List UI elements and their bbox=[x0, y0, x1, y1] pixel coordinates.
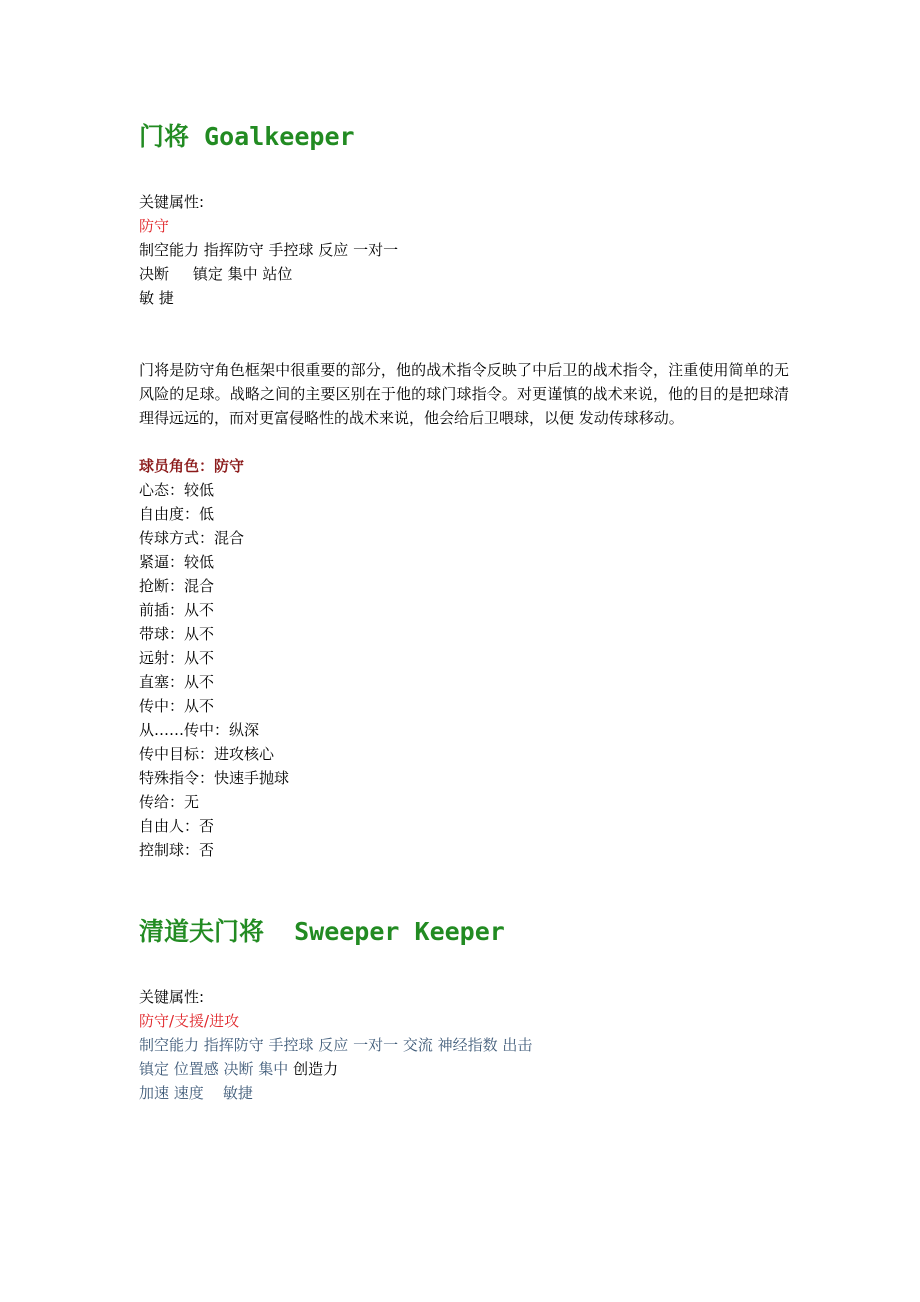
gk-setting: 带球：从不 bbox=[139, 625, 215, 643]
gk-setting: 自由度：低 bbox=[139, 505, 215, 523]
goalkeeper-title: 门将 Goalkeeper bbox=[139, 122, 355, 151]
sk-position: 防守/支援/进攻 bbox=[139, 1012, 240, 1030]
gk-setting: 传给：无 bbox=[139, 793, 200, 811]
gk-setting: 控制球：否 bbox=[139, 841, 215, 859]
gk-description: 门将是防守角色框架中很重要的部分，他的战术指令反映了中后卫的战术指令，注重使用简单的无 风险的足球。战略之间的主要区别在于他的球门球指令。对更谨慎的战术来说，他的目的是把球清理得远远的，而对更富侵略性的战术来说，他会给后卫喂球，以便 发动传球移动。 bbox=[139, 361, 789, 427]
sweeper-keeper-title: 清道夫门将 Sweeper Keeper bbox=[139, 917, 505, 946]
gk-setting: 直塞：从不 bbox=[139, 673, 215, 691]
sk-attr-row bbox=[139, 1057, 789, 1081]
sk-attr-row: 制空能力 指挥防守 手控球 反应 一对一 交流 神经指数 出击 bbox=[139, 1036, 533, 1054]
gk-setting: 从……传中：纵深 bbox=[139, 721, 260, 739]
gk-setting: 心态：较低 bbox=[139, 481, 215, 499]
gk-attr-row: 制空能力 指挥防守 手控球 反应 一对一 bbox=[139, 241, 399, 259]
gk-setting: 远射：从不 bbox=[139, 649, 215, 667]
gk-attr-row: 敏 捷 bbox=[139, 289, 174, 307]
gk-setting: 抢断：混合 bbox=[139, 577, 215, 595]
gk-setting: 传中目标：进攻核心 bbox=[139, 745, 275, 763]
gk-attr-row: 决断 镇定 集中 站位 bbox=[139, 265, 293, 283]
document-page bbox=[139, 118, 789, 1105]
gk-setting: 特殊指令：快速手抛球 bbox=[139, 769, 290, 787]
gk-setting: 紧逼：较低 bbox=[139, 553, 215, 571]
gk-setting: 前插：从不 bbox=[139, 601, 215, 619]
gk-key-attr-label: 关键属性: bbox=[139, 193, 205, 211]
sk-key-attr-label: 关键属性: bbox=[139, 988, 205, 1006]
gk-setting: 传球方式：混合 bbox=[139, 529, 245, 547]
sk-attr-row2-black: 创造力 bbox=[293, 1060, 339, 1078]
gk-position: 防守 bbox=[139, 217, 170, 235]
sk-attr-row: 加速 速度 敏捷 bbox=[139, 1084, 253, 1102]
sk-attr-row2-slate: 镇定 位置感 决断 集中 bbox=[139, 1060, 294, 1078]
gk-role-heading: 球员角色：防守 bbox=[139, 457, 245, 475]
gk-setting: 自由人：否 bbox=[139, 817, 215, 835]
gk-setting: 传中：从不 bbox=[139, 697, 215, 715]
